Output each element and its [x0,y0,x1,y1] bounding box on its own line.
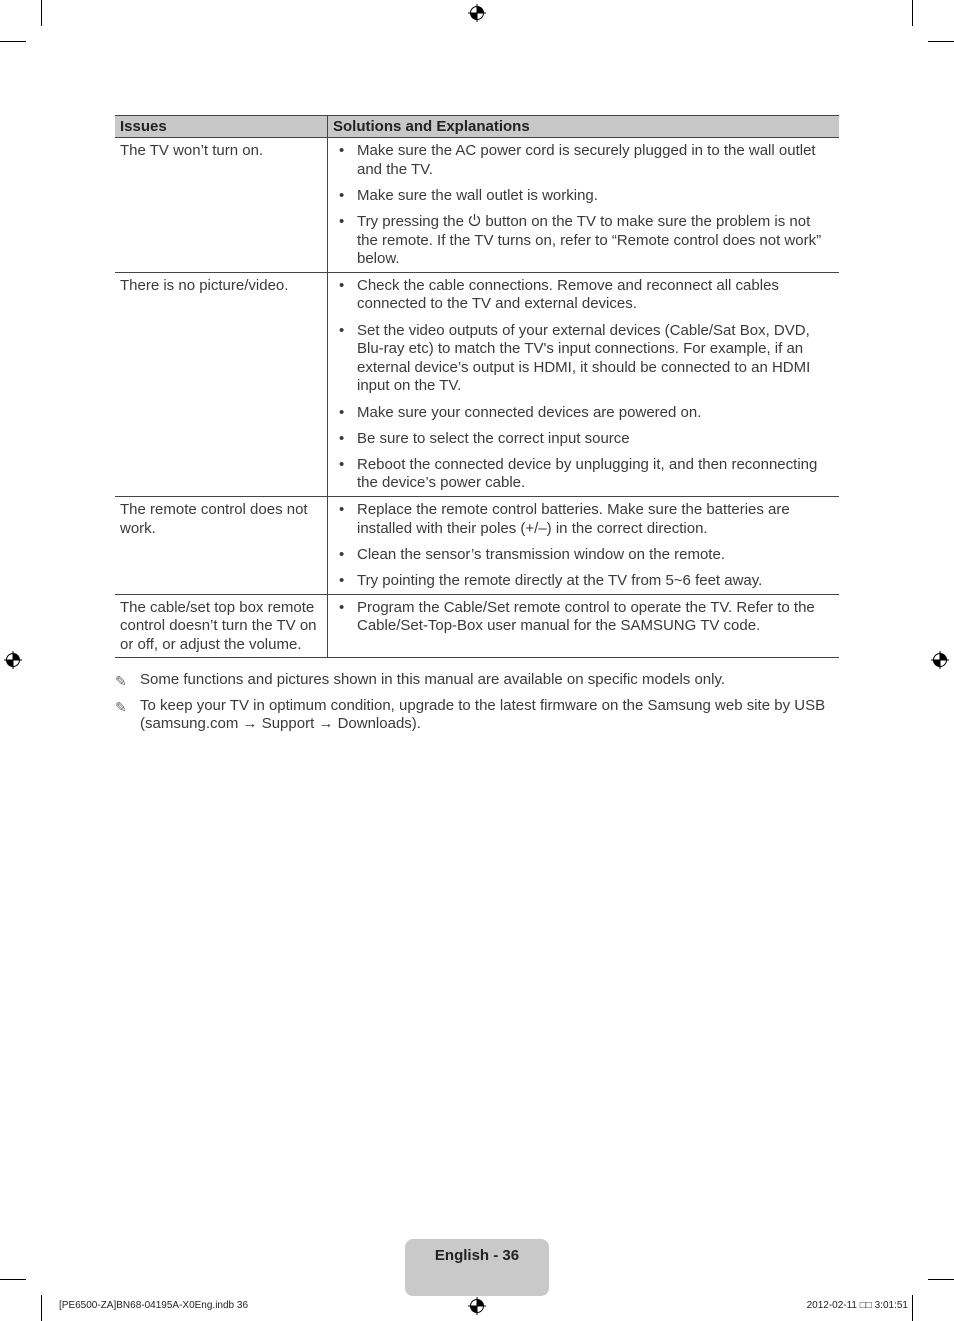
solutions-cell [328,138,840,273]
registration-mark-icon [468,4,486,22]
pencil-note-icon: ✎ [115,673,127,689]
solution-item: • Program the Cable/Set remote control to operate the TV. Refer to the Cable/Set-Top-Box user manual for the SAMSUNG TV code. [333,599,834,636]
solution-list [333,599,834,636]
troubleshooting-table [115,115,839,658]
column-header-issues: Issues [115,116,328,138]
solution-item: • Reboot the connected device by unplugging it, and then reconnecting the device’s power cable. [333,456,834,493]
solution-item: • Be sure to select the correct input source [333,430,834,449]
registration-mark-icon [931,651,949,669]
solution-text: Try pressing the [357,212,469,230]
crop-mark [912,1295,913,1321]
solution-list [333,277,834,493]
solution-item: • Make sure the AC power cord is securely plugged in to the wall outlet and the TV. [333,142,834,179]
crop-mark [928,1279,954,1280]
crop-mark [41,1295,42,1321]
pencil-note-icon: ✎ [115,698,127,715]
solution-item: • Set the video outputs of your external devices (Cable/Sat Box, DVD, Blu-ray etc) to match the TV's input connections. For example, if an external device’s output is HDMI, it should be connected to an HDMI input on the TV. [333,322,834,396]
table-row [115,497,839,595]
solutions-cell [328,497,840,595]
solution-item [333,213,834,269]
notes-section [115,671,839,741]
crop-mark [0,1279,26,1280]
registration-mark-icon [468,1297,486,1315]
solution-item: • Make sure the wall outlet is working. [333,187,834,206]
note-item [115,697,839,734]
solution-list [333,142,834,269]
print-timestamp: 2012-02-11 □□ 3:01:51 [806,1300,908,1311]
solution-item: • Clean the sensor’s transmission window on the remote. [333,546,834,565]
issue-cell: The remote control does not work. [115,497,328,595]
crop-mark [912,0,913,26]
solution-text: button on the TV to make sure the problem is not the remote. If the TV turns on, refer to “Remote control does not work” below. [357,212,822,268]
table-row [115,138,839,273]
crop-mark [928,41,954,42]
power-icon [468,213,481,227]
page-number: English - 36 [434,1247,520,1264]
issue-cell: The TV won’t turn on. [115,138,328,273]
solution-item: • Replace the remote control batteries. Make sure the batteries are installed with their poles (+/–) in the correct direction. [333,501,834,538]
note-text: To keep your TV in optimum condition, upgrade to the latest firmware on the Samsung web site by USB (samsung.com → Support → Downloads). [140,696,826,733]
table-row [115,272,839,496]
crop-mark [41,0,42,26]
solutions-cell [328,272,840,496]
note-text: Some functions and pictures shown in this manual are available on specific models only. [140,671,726,688]
crop-mark [0,41,26,42]
solution-item: • Check the cable connections. Remove and reconnect all cables connected to the TV and external devices. [333,277,834,314]
note-item [115,671,839,690]
table-header-row [115,116,839,138]
table-row [115,594,839,658]
issue-cell: The cable/set top box remote control doesn’t turn the TV on or off, or adjust the volume. [115,594,328,658]
issue-cell: There is no picture/video. [115,272,328,496]
solution-list [333,501,834,591]
solution-item: • Make sure your connected devices are powered on. [333,404,834,423]
solution-item: • Try pointing the remote directly at the TV from 5~6 feet away. [333,572,834,591]
registration-mark-icon [4,651,22,669]
solutions-cell [328,594,840,658]
column-header-solutions: Solutions and Explanations [328,116,840,138]
file-slug: [PE6500-ZA]BN68-04195A-X0Eng.indb 36 [59,1300,249,1311]
page-number-tab [405,1239,549,1296]
